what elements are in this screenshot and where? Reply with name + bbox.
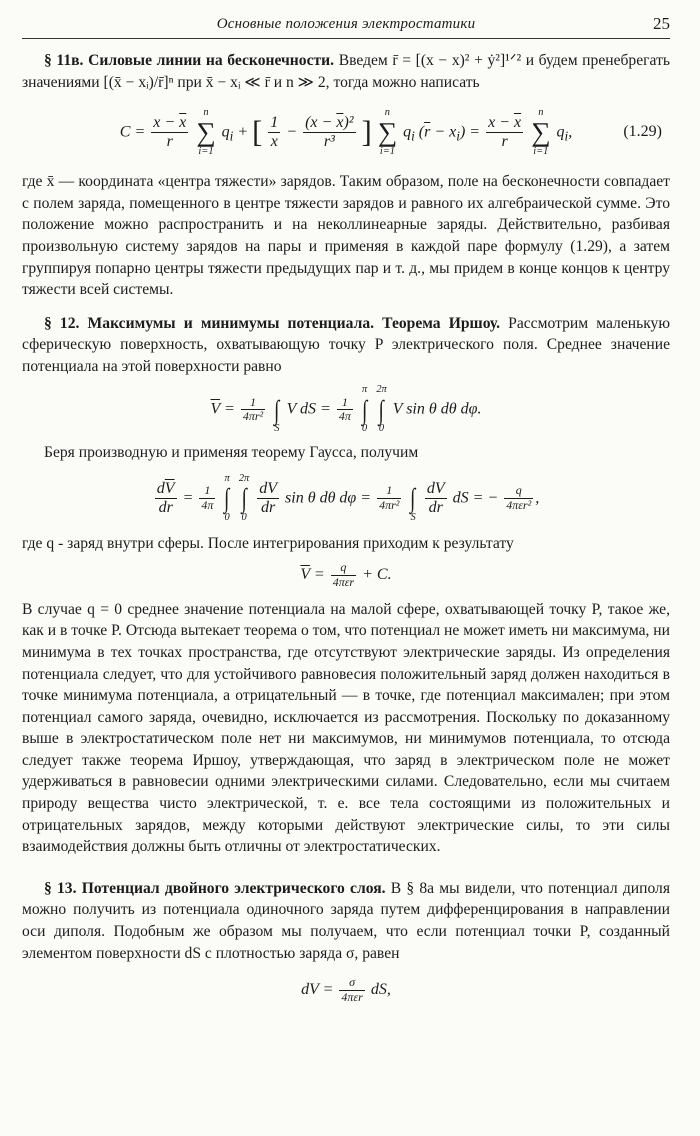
section-11b-conclusion: где x̄ — координата «центра тяжести» зарядов. Таким образом, поле на бесконечности совпадает с полем заряда, помещенного в центре тяжести зарядов и равного их алгебраической сумме. Это положение можно распространить и на неколлинеарные заряды. Действительно, разбивая произвольную систему зарядов на пары и применяя в каждой паре формулу (1.29), а затем группируя попарно центры тяжести предыдущих пар и т. д., мы придем в конце концов к центру тяжести всей системы. — [22, 173, 670, 299]
section-12-derivative-text: Беря производную и применяя теорему Гаусса, получим — [44, 443, 419, 461]
page-body — [22, 46, 670, 1012]
section-12-charge-text: где q - заряд внутри сферы. После интегрирования приходим к результату — [22, 535, 514, 553]
section-12-text: Рассмотрим маленькую сферическую поверхность, охватывающую точку P электрического поля. Среднее значение потенциала на этой поверхности равно — [22, 314, 670, 375]
section-12-theorem-text: В случае q = 0 среднее значение потенциала на малой сфере, охватывающей точку P, такое же, как и в точке P. Отсюда вытекает теорема о том, что потенциал не может иметь ни максимума, ни минимума в тех точках пространства, где отсутствуют электрические заряды. Из определения потенциала следует, что для устойчивого равновесия положительный заряд должен находиться в точке минимума потенциала, а отрицательный — в точке, где потенциал максимален; при этом потенциал самого заряда, очевидно, исключается из рассмотрения. Поскольку по доказанному выше в электростатическом поле нет ни максимумов, ни минимумов потенциала, то отсюда следует также теорема Иршоу, утверждающая, что заряд в электрическом поле не может удерживаться в равновесии одними электрическими силами. Следовательно, если мы считаем природу вещества чисто электрической, т. е. все тела состоящими из положительных и отрицательных зарядов, между которыми действуют электрические силы, то эти силы взаимодействия должны быть отличны от электростатических. — [22, 600, 670, 856]
equation-number: (1.29) — [623, 123, 662, 141]
page-number: 25 — [653, 14, 670, 33]
section-13-heading: § 13. Потенциал двойного электрического слоя. — [44, 879, 386, 897]
equation-gauss: $\frac{d\overline{V}}{dr}$ = $\frac{1}{4\pi}$ π ∫ 0 2π ∫ 0 $\frac{dV}{dr}$ sin θ dθ dφ = $\frac{1}{\text{4πr²}}$ ∫ S $\frac{dV}{dr}$ dS = − $\frac{q}{\text{4πεr²}}$ , — [156, 472, 540, 523]
section-13-text: В § 8а мы видели, что потенциал диполя можно получить из потенциала одиночного заряда путем дифференцирования в направлении оси диполя. Подобным же образом мы получаем, что если потенциал точки P, созданный элементом поверхности dS с плотностью заряда σ, равен — [22, 879, 670, 962]
equation-result: $\overline{V}$ = $\frac{q}{\text{4πεr}}$ + C. — [300, 559, 392, 589]
equation-dv: dV = $\frac{\sigma}{\text{4πεr}}$ dS, — [301, 975, 391, 1005]
section-11b-intro — [22, 50, 670, 93]
running-head-title: Основные положения электростатики — [216, 16, 476, 32]
section-11b-heading: § 11в. Силовые линии на бесконечности. — [44, 52, 335, 69]
section-12-intro — [22, 313, 670, 378]
section-13-intro — [22, 878, 670, 964]
equation-mean-potential: $\overline{V}$ = $\frac{1}{\text{4πr²}}$ ∫ S V dS = $\frac{1}{4\pi}$ π ∫ 0 2π ∫ 0 V sin θ dθ dφ. — [210, 384, 482, 435]
section-11b-text: Введем r̄ = [(x − x)² + ẏ²]¹ᐟ² и будем пренебрегать значениями [(x̄ − xᵢ)/r̄]ⁿ при x̄ − xᵢ ≪ r̄ и n ≫ 2, тогда можно написать — [22, 52, 670, 91]
section-12-heading: § 12. Максимумы и минимумы потенциала. Теорема Иршоу. — [44, 314, 501, 332]
running-head — [22, 12, 670, 39]
equation-1-29: C = $\frac{x - \overline{x}}{r}$ n ∑ i=1 $q_i$ + [ $\frac{1}{x}$ − $\frac{(x - \overline{x})^2}{\overline{r}^3}$ ] n ∑ i=1 $q_i$ $(\overline{r} - x_i)$ = $\frac{x - \overline{x}}{r}$ n ∑ i=1 $q_i$, (1.29) — [22, 97, 670, 167]
